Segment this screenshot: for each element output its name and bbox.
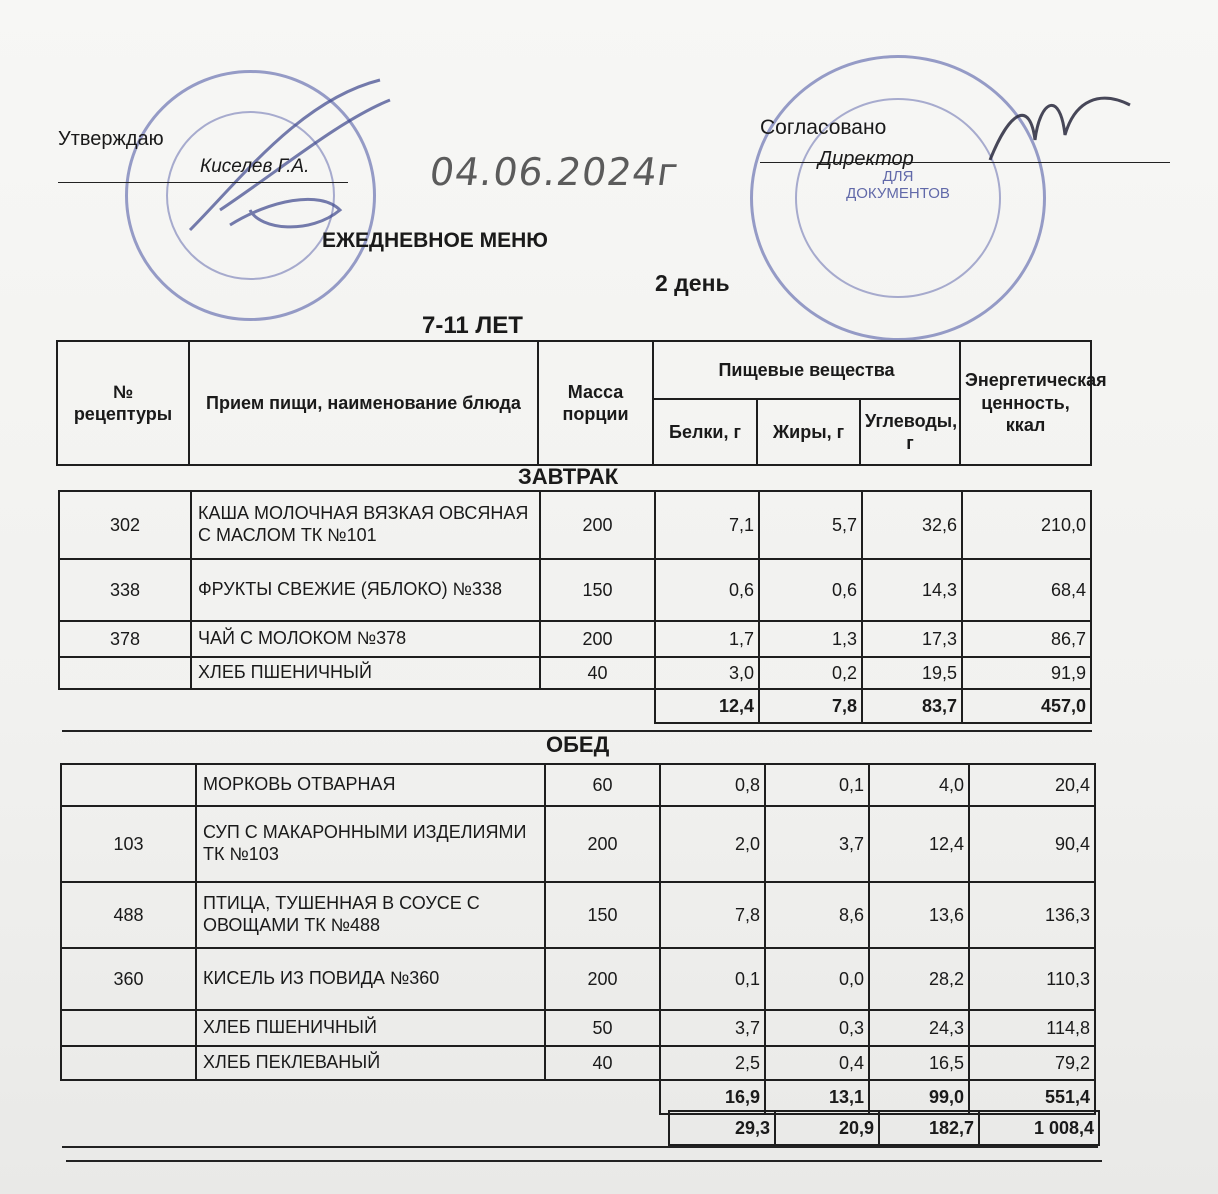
agreed-label: Согласовано [760, 116, 887, 139]
portion-cell: 50 [545, 1010, 660, 1046]
divider [62, 730, 1092, 732]
menu-row [61, 882, 1095, 948]
carbs-cell: 14,3 [862, 559, 962, 621]
recipe-no-cell: 338 [59, 559, 191, 621]
menu-row [59, 491, 1091, 559]
energy-cell: 114,8 [969, 1010, 1095, 1046]
grand-total-proteins: 29,3 [669, 1111, 775, 1145]
approve-label: Утверждаю [58, 128, 164, 150]
menu-row [61, 948, 1095, 1010]
recipe-no-cell [61, 764, 196, 806]
proteins-cell: 2,0 [660, 806, 765, 882]
grand-total-table [668, 1110, 1100, 1146]
energy-cell: 136,3 [969, 882, 1095, 948]
fats-cell: 0,2 [759, 657, 862, 689]
recipe-no-cell: 103 [61, 806, 196, 882]
carbs-cell: 24,3 [869, 1010, 969, 1046]
proteins-cell: 0,8 [660, 764, 765, 806]
recipe-no-cell [59, 657, 191, 689]
portion-cell: 40 [545, 1046, 660, 1080]
dish-name-cell: МОРКОВЬ ОТВАРНАЯ [196, 764, 545, 806]
col-proteins: Белки, г [653, 399, 757, 465]
subtotal-fats: 13,1 [765, 1080, 869, 1114]
menu-row [61, 806, 1095, 882]
dish-name-cell: СУП С МАКАРОННЫМИ ИЗДЕЛИЯМИ ТК №103 [196, 806, 545, 882]
dish-name-cell: ПТИЦА, ТУШЕННАЯ В СОУСЕ С ОВОЩАМИ ТК №488 [196, 882, 545, 948]
fats-cell: 1,3 [759, 621, 862, 657]
section-lunch: ОБЕД [546, 732, 610, 757]
carbs-cell: 16,5 [869, 1046, 969, 1080]
subtotal-fats: 7,8 [759, 689, 862, 723]
lunch-table [60, 763, 1096, 1115]
signature-right [980, 80, 1140, 170]
col-fats: Жиры, г [757, 399, 860, 465]
fats-cell: 0,1 [765, 764, 869, 806]
day-label: 2 день [655, 270, 730, 296]
subtotal-proteins: 16,9 [660, 1080, 765, 1114]
fats-cell: 0,3 [765, 1010, 869, 1046]
subtotal-spacer [59, 689, 655, 723]
recipe-no-cell [61, 1046, 196, 1080]
menu-row [61, 764, 1095, 806]
dish-name-cell: ХЛЕБ ПЕКЛЕВАНЫЙ [196, 1046, 545, 1080]
menu-row [59, 621, 1091, 657]
energy-cell: 91,9 [962, 657, 1091, 689]
col-energy: Энергетическая ценность, ккал [960, 341, 1091, 465]
fats-cell: 0,0 [765, 948, 869, 1010]
carbs-cell: 13,6 [869, 882, 969, 948]
recipe-no-cell: 378 [59, 621, 191, 657]
portion-cell: 150 [545, 882, 660, 948]
portion-cell: 200 [540, 621, 655, 657]
fats-cell: 5,7 [759, 491, 862, 559]
recipe-no-cell: 360 [61, 948, 196, 1010]
fats-cell: 8,6 [765, 882, 869, 948]
menu-table-header [56, 340, 1107, 466]
portion-cell: 60 [545, 764, 660, 806]
subtotal-row [61, 1080, 1095, 1114]
recipe-no-cell: 488 [61, 882, 196, 948]
subtotal-proteins: 12,4 [655, 689, 759, 723]
section-breakfast: ЗАВТРАК [518, 464, 619, 489]
col-meal-name: Прием пищи, наименование блюда [189, 341, 538, 465]
dish-name-cell: КИСЕЛЬ ИЗ ПОВИДА №360 [196, 948, 545, 1010]
portion-cell: 40 [540, 657, 655, 689]
carbs-cell: 19,5 [862, 657, 962, 689]
approve-line [58, 182, 348, 183]
grand-total-row [669, 1111, 1099, 1145]
director-label: Директор [818, 148, 914, 170]
dish-name-cell: ХЛЕБ ПШЕНИЧНЫЙ [196, 1010, 545, 1046]
dish-name-cell: КАША МОЛОЧНАЯ ВЯЗКАЯ ОВСЯНАЯ С МАСЛОМ ТК №101 [191, 491, 540, 559]
proteins-cell: 2,5 [660, 1046, 765, 1080]
divider [62, 1146, 1098, 1148]
subtotal-energy: 551,4 [969, 1080, 1095, 1114]
approver-name: Киселев Г.А. [200, 156, 310, 177]
subtotal-carbs: 99,0 [869, 1080, 969, 1114]
energy-cell: 210,0 [962, 491, 1091, 559]
portion-cell: 200 [545, 806, 660, 882]
energy-cell: 20,4 [969, 764, 1095, 806]
age-label: 7-11 ЛЕТ [422, 312, 523, 339]
carbs-cell: 32,6 [862, 491, 962, 559]
seal-inner-text: ДЛЯ ДОКУМЕНТОВ [846, 168, 950, 202]
subtotal-spacer [61, 1080, 660, 1114]
proteins-cell: 7,1 [655, 491, 759, 559]
dish-name-cell: ФРУКТЫ СВЕЖИЕ (ЯБЛОКО) №338 [191, 559, 540, 621]
breakfast-table [58, 490, 1092, 724]
fats-cell: 0,4 [765, 1046, 869, 1080]
carbs-cell: 12,4 [869, 806, 969, 882]
page-title: ЕЖЕДНЕВНОЕ МЕНЮ [322, 229, 548, 252]
energy-cell: 110,3 [969, 948, 1095, 1010]
grand-total-carbs: 182,7 [879, 1111, 979, 1145]
menu-row [61, 1010, 1095, 1046]
portion-cell: 200 [540, 491, 655, 559]
energy-cell: 90,4 [969, 806, 1095, 882]
fats-cell: 0,6 [759, 559, 862, 621]
col-carbs: Углеводы, г [860, 399, 960, 465]
dish-name-cell: ХЛЕБ ПШЕНИЧНЫЙ [191, 657, 540, 689]
divider [66, 1160, 1102, 1162]
dish-name-cell: ЧАЙ С МОЛОКОМ №378 [191, 621, 540, 657]
subtotal-energy: 457,0 [962, 689, 1091, 723]
recipe-no-cell [61, 1010, 196, 1046]
menu-row [59, 559, 1091, 621]
proteins-cell: 0,6 [655, 559, 759, 621]
proteins-cell: 3,0 [655, 657, 759, 689]
col-recipe-no: № рецептуры [57, 341, 189, 465]
handwritten-date: 04.06.2024г [426, 150, 682, 194]
recipe-no-cell: 302 [59, 491, 191, 559]
portion-cell: 200 [545, 948, 660, 1010]
proteins-cell: 1,7 [655, 621, 759, 657]
subtotal-carbs: 83,7 [862, 689, 962, 723]
grand-total-energy: 1 008,4 [979, 1111, 1099, 1145]
carbs-cell: 28,2 [869, 948, 969, 1010]
proteins-cell: 0,1 [660, 948, 765, 1010]
col-nutrients: Пищевые вещества [653, 341, 960, 399]
menu-row [61, 1046, 1095, 1080]
proteins-cell: 7,8 [660, 882, 765, 948]
energy-cell: 86,7 [962, 621, 1091, 657]
grand-total-fats: 20,9 [775, 1111, 879, 1145]
fats-cell: 3,7 [765, 806, 869, 882]
carbs-cell: 17,3 [862, 621, 962, 657]
col-portion: Масса порции [538, 341, 653, 465]
portion-cell: 150 [540, 559, 655, 621]
carbs-cell: 4,0 [869, 764, 969, 806]
menu-row [59, 657, 1091, 689]
energy-cell: 79,2 [969, 1046, 1095, 1080]
energy-cell: 68,4 [962, 559, 1091, 621]
subtotal-row [59, 689, 1091, 723]
proteins-cell: 3,7 [660, 1010, 765, 1046]
